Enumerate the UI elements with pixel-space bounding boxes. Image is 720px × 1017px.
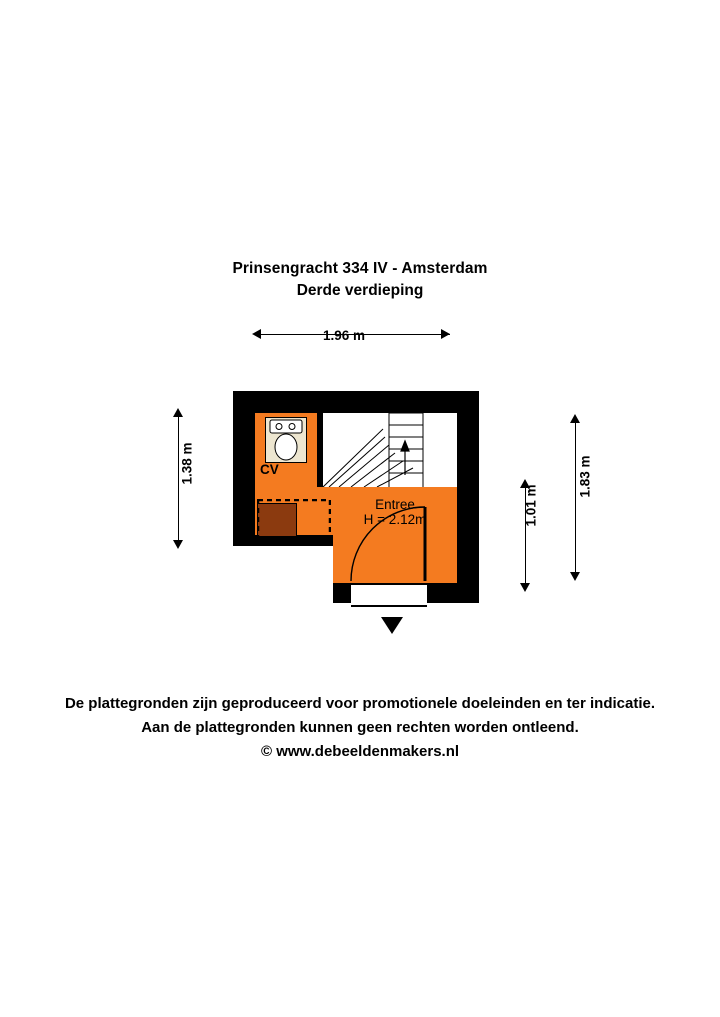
dimension-right-outer-arrow-up (570, 414, 580, 423)
door-threshold (351, 583, 427, 607)
dimension-left-arrow-down (173, 540, 183, 549)
dimension-top-line (257, 334, 450, 335)
disclaimer-footer (0, 692, 720, 764)
dimension-right-inner-line (525, 487, 526, 585)
dimension-right-outer-line (575, 422, 576, 574)
dimension-left-height-label: 1.38 m (179, 442, 195, 485)
entrance-arrow-icon (381, 617, 403, 634)
dimension-top-width-label: 1.96 m (323, 328, 366, 343)
room-label-entree (331, 497, 459, 527)
floor-subtitle: Derde verdieping (296, 282, 424, 299)
room-name-entree: Entree (375, 497, 415, 512)
dimension-top-arrow-right (441, 329, 450, 339)
dimension-right-outer-label: 1.83 m (577, 455, 593, 498)
dimension-left-line (178, 416, 179, 542)
boiler-dashed-outline (257, 499, 331, 539)
staircase-icon (323, 413, 457, 487)
dimension-right-inner-arrow-up (520, 479, 530, 488)
dimension-top-arrow-left (252, 329, 261, 339)
copyright-line: © www.debeeldenmakers.nl (260, 743, 460, 760)
disclaimer-line-2: Aan de plattegronden kunnen geen rechten worden ontleend. (141, 719, 579, 736)
floorplan-drawing (233, 391, 479, 603)
toilet-icon (265, 417, 307, 463)
cv-label: CV (260, 462, 279, 477)
dimension-right-inner-arrow-down (520, 583, 530, 592)
dimension-right-outer-arrow-down (570, 572, 580, 581)
room-height-entree: H = 2.12m (363, 512, 427, 527)
page-title: Prinsengracht 334 IV - Amsterdam (232, 260, 488, 277)
disclaimer-line-1: De plattegronden zijn geproduceerd voor promotionele doeleinden en ter indicatie. (64, 695, 656, 712)
dimension-right-inner-label: 1.01 m (523, 484, 539, 527)
dimension-left-arrow-up (173, 408, 183, 417)
